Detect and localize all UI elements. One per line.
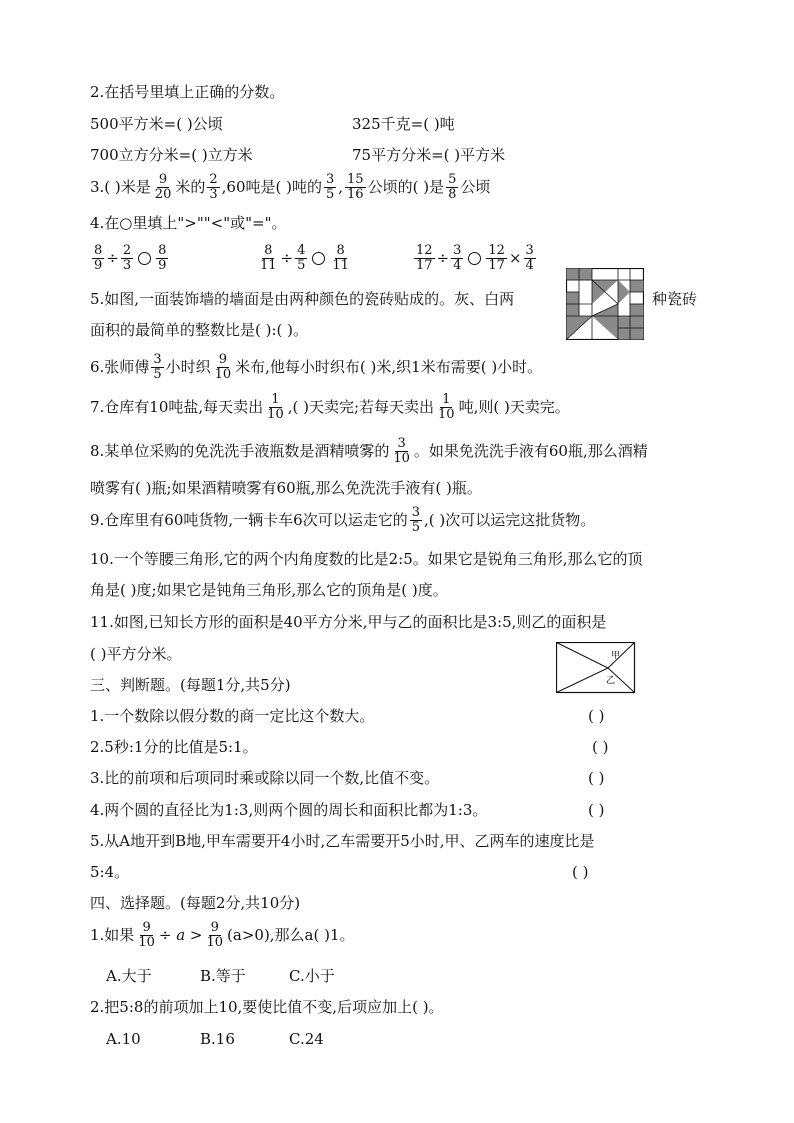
gray-tile [630, 328, 644, 340]
fraction: $\frac{15}{16}$ [347, 171, 364, 202]
choice-q1-option-c[interactable]: C.小于 [289, 967, 335, 985]
gray-tile [567, 269, 580, 281]
q2-d: 75平方分米=( )平方米 [352, 146, 506, 164]
q4-expr-3: $\frac{12}{17}$ ÷ $\frac{3}{4}$ $\frac{12}{17}$ × $\frac{3}{4}$ [416, 242, 534, 273]
q5-line-1: 5.如图,一面装饰墙的墙面是由两种颜色的瓷砖贴成的。灰、白两 [90, 290, 515, 308]
label-jia: 甲 [611, 651, 621, 661]
gray-tile [579, 269, 592, 281]
gray-tile [567, 304, 580, 316]
rectangle-figure [556, 642, 636, 694]
q11-line-2: ( )平方分米。 [90, 645, 182, 663]
judge-paren-2[interactable]: ( ) [592, 738, 609, 756]
fraction: $\frac{3}{5}$ [325, 171, 335, 202]
compare-circle[interactable] [468, 252, 481, 265]
judge-item-5: 5.从A地开到B地,甲车需要开4小时,乙车需要开5小时,甲、乙两车的速度比是 [90, 832, 595, 850]
choice-q1-option-b[interactable]: B.等于 [200, 967, 246, 985]
judge-paren-4[interactable]: ( ) [588, 801, 605, 819]
choice-q2-option-b[interactable]: B.16 [200, 1030, 235, 1048]
section-3-title: 三、判断题。(每题1分,共5分) [90, 676, 291, 694]
judge-item-1: 1.一个数除以假分数的商一定比这个数大。 [90, 707, 375, 725]
compare-circle[interactable] [138, 252, 151, 265]
fraction: $\frac{9}{20}$ [154, 171, 172, 202]
judge-paren-1[interactable]: ( ) [588, 707, 605, 725]
fraction: $\frac{2}{3}$ [209, 171, 218, 202]
q11-line-1: 11.如图,已知长方形的面积是40平方分米,甲与乙的面积比是3:5,则乙的面积是 [90, 613, 607, 631]
judge-item-5-line-2: 5:4。 [90, 863, 130, 881]
choice-q1: 1.如果 $\frac{9}{10}$ ÷ a > $\frac{9}{10}$ (a>0),那么a( )1。 [90, 919, 355, 950]
choice-q2: 2.把5:8的前项加上10,要使比值不变,后项应加上( )。 [90, 998, 444, 1016]
label-yi: 乙 [606, 676, 616, 686]
q2-c: 700立方分米=( )立方米 [90, 146, 253, 164]
gray-tile [618, 328, 630, 340]
q4-title: 4.在○里填上">""<"或"="。 [90, 214, 287, 232]
q2-title: 2.在括号里填上正确的分数。 [90, 83, 285, 101]
q8-line-1: 8.某单位采购的免洗洗手液瓶数是酒精喷雾的 $\frac{3}{10}$ 。如果免洗洗手液有60瓶,那么酒精 [90, 435, 648, 466]
q2-a: 500平方米=( )公顷 [90, 115, 223, 133]
choice-q2-option-a[interactable]: A.10 [106, 1030, 141, 1048]
q2-b: 325千克=( )吨 [352, 115, 455, 133]
q5-line-1b: 种瓷砖 [652, 290, 698, 308]
fraction: $\frac{5}{8}$ [448, 171, 457, 202]
judge-item-3: 3.比的前项和后项同时乘或除以同一个数,比值不变。 [90, 769, 440, 787]
q10-line-1: 10.一个等腰三角形,它的两个内角度数的比是2:5。如果它是锐角三角形,那么它的顶 [90, 550, 643, 568]
q10-line-2: 角是( )度;如果它是钝角三角形,那么它的顶角是( )度。 [90, 581, 448, 599]
gray-tile [567, 292, 580, 304]
tile-wall-figure [566, 268, 644, 340]
q7-line: 7.仓库有10吨盐,每天卖出 $\frac{1}{10}$ ,( )天卖完;若每天卖出 $\frac{1}{10}$ 吨,则( )天卖完。 [90, 391, 570, 422]
choice-q1-option-a[interactable]: A.大于 [106, 967, 152, 985]
section-4-title: 四、选择题。(每题2分,共10分) [90, 894, 301, 912]
q4-expr-2: $\frac{8}{11}$ ÷ $\frac{4}{5}$ $\frac{8}{11}$ [260, 242, 349, 273]
q9-line: 9.仓库里有60吨货物,一辆卡车6次可以运走它的 $\frac{3}{5}$ ,( )次可以运完这批货物。 [90, 504, 596, 535]
q5-line-2: 面积的最简单的整数比是( ):( )。 [90, 321, 308, 339]
judge-item-4: 4.两个圆的直径比为1:3,则两个圆的周长和面积比都为1:3。 [90, 801, 488, 819]
choice-q2-option-c[interactable]: C.24 [289, 1030, 324, 1048]
compare-circle[interactable] [312, 252, 325, 265]
gray-tile [630, 304, 644, 316]
gray-tile [630, 316, 644, 328]
q6-line: 6.张师傅 $\frac{3}{5}$ 小时织 $\frac{9}{10}$ 米布,他每小时织布( )米,织1米布需要( )小时。 [90, 351, 543, 382]
q4-expr-1: $\frac{8}{9}$ ÷ $\frac{2}{3}$ $\frac{8}{9}$ [94, 242, 167, 273]
judge-paren-3[interactable]: ( ) [588, 769, 605, 787]
q3-line: 3.( )米是 $\frac{9}{20}$ 米的 $\frac{2}{3}$ ,60吨是( )吨的 $\frac{3}{5}$ , $\frac{15}{16}$ 公顷的( )是 $\frac{5}{8}$ 公顷 [90, 171, 491, 202]
judge-item-2: 2.5秒:1分的比值是5:1。 [90, 738, 258, 756]
judge-paren-5[interactable]: ( ) [572, 863, 589, 881]
gray-tile [630, 280, 644, 292]
q8-line-2: 喷雾有( )瓶;如果酒精喷雾有60瓶,那么免洗洗手液有( )瓶。 [90, 479, 482, 497]
gray-tile [618, 316, 630, 328]
